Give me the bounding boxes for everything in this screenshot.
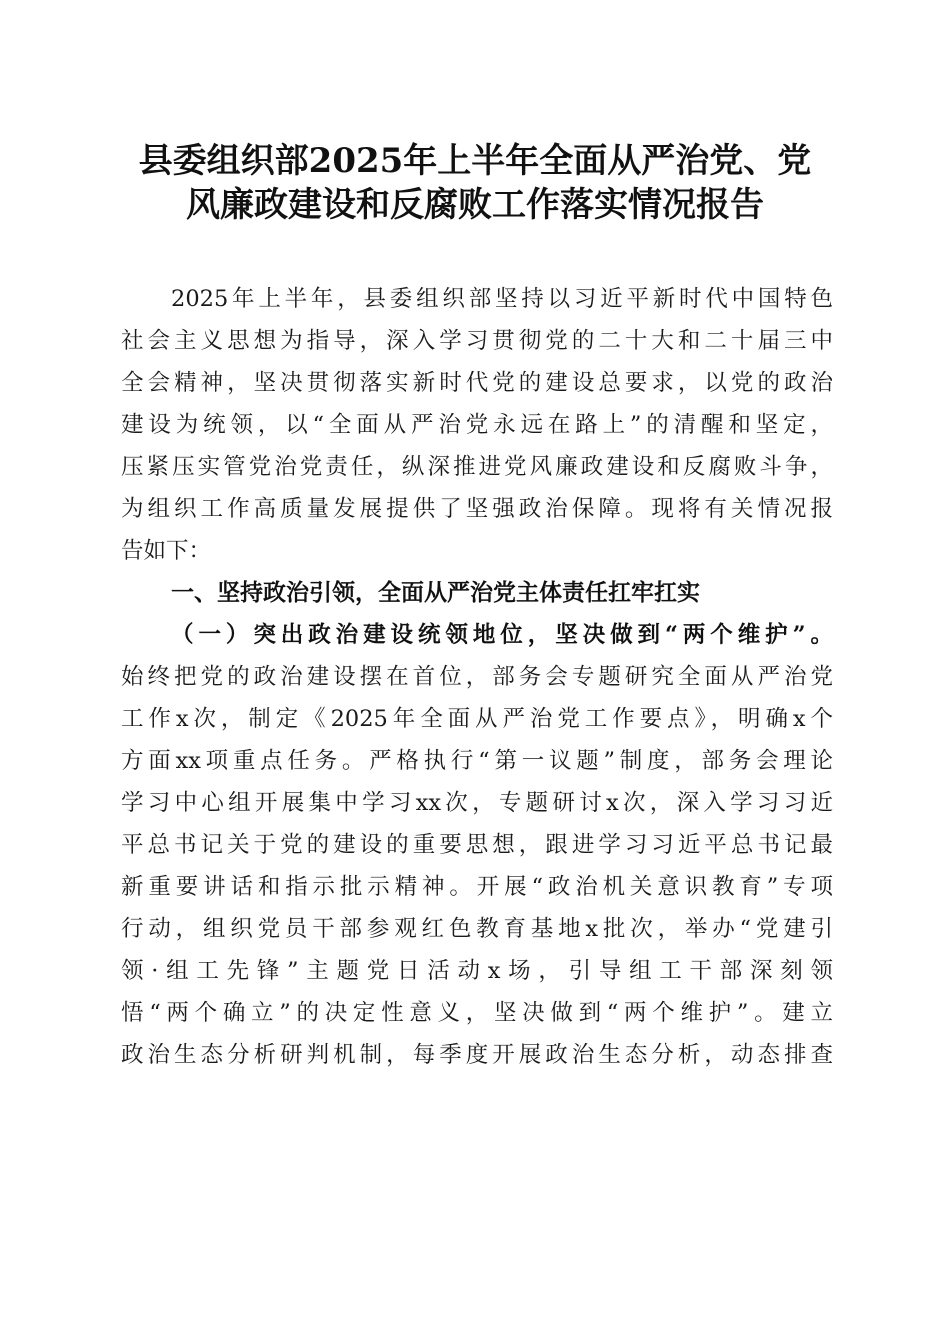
paragraph-line: 悟“两个确立”的决定性意义，坚决做到“两个维护”。建立: [121, 1000, 833, 1026]
intro-line: 为组织工作高质量发展提供了坚强政治保障。现将有关情况报: [121, 496, 833, 522]
intro-line: 全会精神，坚决贯彻落实新时代党的建设总要求，以党的政治: [121, 370, 833, 396]
document-title-line-2: 风廉政建设和反腐败工作落实情况报告: [186, 185, 764, 225]
paragraph-line: 政治生态分析研判机制，每季度开展政治生态分析，动态排查: [121, 1042, 833, 1068]
paragraph-line: 方面xx项重点任务。严格执行“第一议题”制度，部务会理论: [121, 748, 833, 774]
intro-line: 2025年上半年，县委组织部坚持以习近平新时代中国特色: [171, 286, 833, 312]
intro-line: 告如下：: [121, 538, 212, 564]
paragraph-line: 工作x次，制定《2025年全面从严治党工作要点》，明确x个: [121, 706, 833, 732]
paragraph-line: 新重要讲话和指示批示精神。开展“政治机关意识教育”专项: [121, 874, 833, 900]
paragraph-line: 学习中心组开展集中学习xx次，专题研讨x次，深入学习习近: [121, 790, 833, 816]
intro-line: 压紧压实管党治党责任，纵深推进党风廉政建设和反腐败斗争，: [121, 454, 833, 480]
document-title-line-1: 县委组织部2025年上半年全面从严治党、党: [138, 141, 812, 181]
section-heading: 一、坚持政治引领，全面从严治党主体责任扛牢扛实: [171, 580, 700, 606]
intro-line: 社会主义思想为指导，深入学习贯彻党的二十大和二十届三中: [121, 328, 833, 354]
paragraph-line: 行动，组织党员干部参观红色教育基地x批次，举办“党建引: [121, 916, 833, 942]
paragraph-line: 领·组工先锋”主题党日活动x场，引导组工干部深刻领: [121, 958, 833, 984]
subsection-heading: （一）突出政治建设统领地位，坚决做到“两个维护”。: [171, 622, 833, 648]
paragraph-line: 始终把党的政治建设摆在首位，部务会专题研究全面从严治党: [121, 664, 833, 690]
intro-line: 建设为统领，以“全面从严治党永远在路上”的清醒和坚定，: [121, 412, 833, 438]
paragraph-line: 平总书记关于党的建设的重要思想，跟进学习习近平总书记最: [121, 832, 833, 858]
